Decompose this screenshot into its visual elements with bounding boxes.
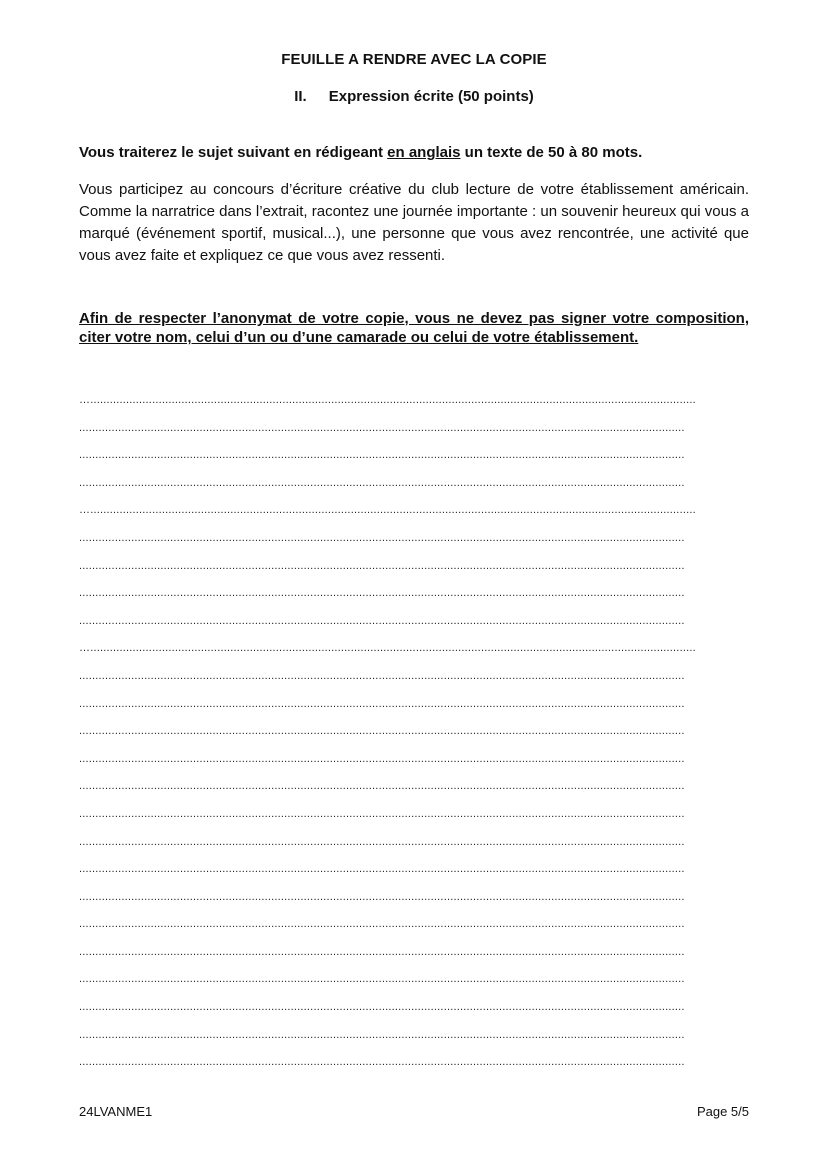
writing-line[interactable]: .......................................................................................................................................................................................... (79, 531, 685, 544)
writing-line[interactable]: .......................................................................................................................................................................................... (79, 835, 685, 848)
writing-line[interactable]: .......................................................................................................................................................................................... (79, 476, 685, 489)
writing-line[interactable]: .......................................................................................................................................................................................... (79, 1056, 685, 1069)
anonymity-warning: Afin de respecter l’anonymat de votre copie, vous ne devez pas signer votre composition, citer votre nom, celui d’un ou d’une camarade ou celui de votre établissement. (79, 310, 749, 346)
instruction-after: un texte de 50 à 80 mots. (460, 144, 643, 161)
instruction-language: en anglais (387, 144, 461, 161)
section-number: II. (294, 88, 307, 105)
writing-line[interactable]: .......................................................................................................................................................................................... (79, 1028, 685, 1041)
writing-line[interactable]: .......................................................................................................................................................................................... (79, 945, 685, 958)
section-title: Expression écrite (50 points) (328, 88, 534, 105)
exam-code: 24LVANME1 (79, 1104, 153, 1119)
writing-line[interactable]: .......................................................................................................................................................................................... (79, 863, 685, 876)
page-number: Page 5/5 (696, 1104, 749, 1119)
instruction-before: Vous traiterez le sujet suivant en rédigeant (79, 144, 388, 161)
section-heading (0, 88, 828, 105)
page-title: FEUILLE A RENDRE AVEC LA COPIE (281, 51, 547, 68)
writing-line[interactable]: .......................................................................................................................................................................................... (79, 752, 685, 765)
writing-line[interactable]: .......................................................................................................................................................................................... (79, 725, 685, 738)
writing-line[interactable]: .......................................................................................................................................................................................... (79, 587, 685, 600)
writing-line[interactable]: .......................................................................................................................................................................................... (79, 449, 685, 462)
writing-line[interactable]: .......................................................................................................................................................................................... (79, 559, 685, 572)
writing-line[interactable]: ….......................................................................................................................................................................................... (79, 394, 696, 406)
writing-line[interactable]: ….......................................................................................................................................................................................... (79, 504, 696, 517)
writing-line[interactable]: .......................................................................................................................................................................................... (79, 918, 685, 931)
writing-line[interactable]: .......................................................................................................................................................................................... (79, 807, 685, 820)
writing-line[interactable]: .......................................................................................................................................................................................... (79, 1001, 685, 1014)
writing-line[interactable]: .......................................................................................................................................................................................... (79, 780, 685, 793)
writing-line[interactable]: .......................................................................................................................................................................................... (79, 669, 685, 682)
writing-line[interactable]: ….......................................................................................................................................................................................... (79, 642, 696, 655)
writing-line[interactable]: .......................................................................................................................................................................................... (79, 421, 685, 434)
writing-line[interactable]: .......................................................................................................................................................................................... (79, 614, 685, 627)
answer-lines (79, 392, 749, 1082)
writing-line[interactable]: .......................................................................................................................................................................................... (79, 697, 685, 710)
writing-line[interactable]: .......................................................................................................................................................................................... (79, 973, 685, 986)
instruction (79, 144, 749, 161)
writing-line[interactable]: .......................................................................................................................................................................................... (79, 890, 685, 903)
writing-prompt: Vous participez au concours d’écriture créative du club lecture de votre établissement américain. Comme la narratrice dans l’extrait, racontez une journée importante : un souvenir heureux qui vous a marqué (événement sportif, musical...), une personne que vous avez rencontrée, une activité que vous avez faite et expliquez ce que vous avez ressenti. (79, 181, 749, 264)
